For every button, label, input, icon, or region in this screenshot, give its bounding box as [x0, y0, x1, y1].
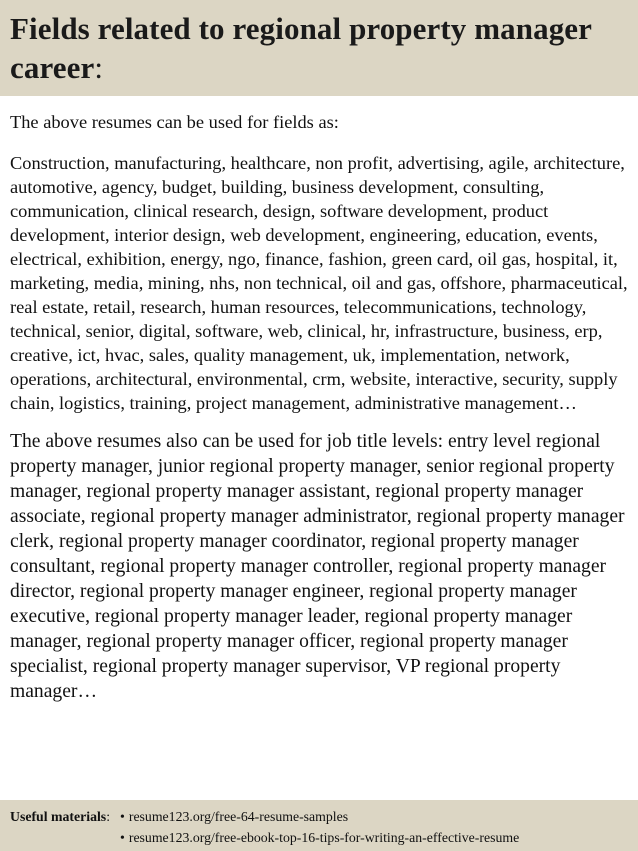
fields-list: Construction, manufacturing, healthcare, non profit, advertising, agile, architecture, automotive, agency, budget, building, business development, consulting, communication, clinical research, design, software development, product development, interior design, web development, engineering, education, events, electrical, exhibition, energy, ngo, finance, fashion, green card, oil gas, hospital, it, marketing, media, mining, nhs, non technical, oil and gas, offshore, pharmaceutical, real estate, retail, research, human resources, telecommunications, technology, technical, senior, digital, software, web, clinical, hr, infrastructure, business, erp, creative, ict, hvac, sales, quality management, uk, implementation, network, operations, architectural, environmental, crm, website, interactive, security, supply chain, logistics, training, project management, administrative management…	[10, 153, 628, 413]
useful-materials-footer	[0, 800, 638, 851]
footer-row-2	[10, 827, 638, 848]
main-content	[10, 111, 632, 704]
fields-intro: The above resumes can be used for fields as:	[10, 112, 339, 132]
job-title-levels: The above resumes also can be used for job title levels: entry level regional property manager, junior regional property manager, senior regional property manager, regional property manager assistant, regional property manager associate, regional property manager administrator, regional property manager clerk, regional property manager coordinator, regional property manager consultant, regional property manager controller, regional property manager director, regional property manager engineer, regional property manager executive, regional property manager leader, regional property manager manager, regional property manager officer, regional property manager specialist, regional property manager supervisor, VP regional property manager…	[10, 431, 625, 702]
useful-materials-label-text: Useful materials	[10, 809, 107, 824]
useful-materials-label	[10, 806, 120, 827]
useful-materials-label-colon: :	[106, 809, 111, 824]
resource-link-ebook[interactable]: resume123.org/free-ebook-top-16-tips-for-writing-an-effective-resume	[128, 830, 520, 845]
bullet-icon: •	[120, 809, 125, 824]
page-title-text: Fields related to regional property manager career	[10, 11, 592, 85]
title-banner	[0, 0, 638, 96]
footer-row-1	[10, 806, 638, 827]
resource-link-samples[interactable]: resume123.org/free-64-resume-samples	[128, 809, 349, 824]
bullet-icon: •	[120, 830, 125, 845]
page-title	[10, 9, 628, 87]
page-title-colon: :	[94, 50, 104, 85]
